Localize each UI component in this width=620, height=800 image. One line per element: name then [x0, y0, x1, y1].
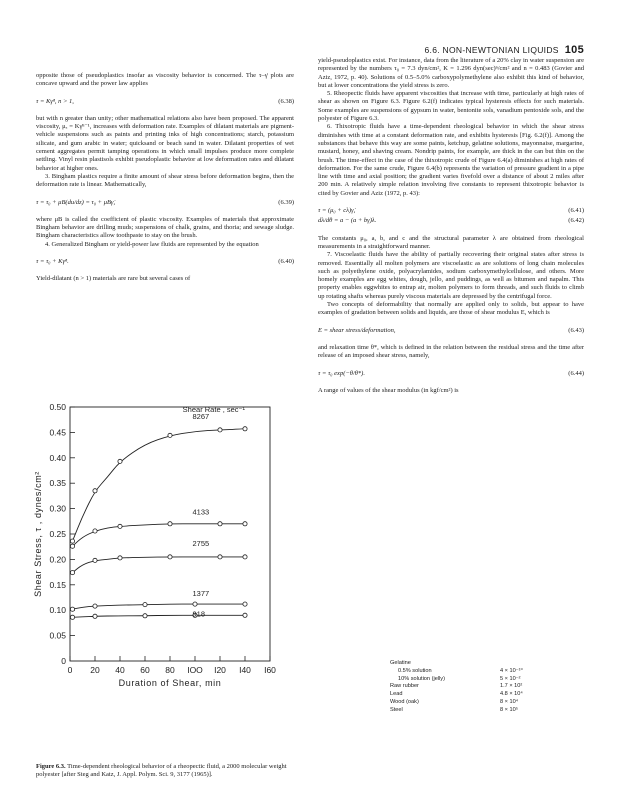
- x-axis-label: Duration of Shear, min: [118, 678, 222, 688]
- equation-6-43: [318, 327, 584, 335]
- series-line-918: [73, 615, 246, 617]
- modulus-value: [500, 660, 570, 668]
- equation-6-40: [36, 258, 294, 266]
- equation-6-41: [318, 207, 584, 215]
- material-name: Steel: [390, 706, 403, 713]
- data-point-2755: [118, 556, 122, 560]
- equation-expr: τ = τ₀ + Kγ̇ⁿ.: [36, 258, 69, 266]
- equation-expr: τ = Kγ̇ⁿ, n > 1,: [36, 97, 74, 105]
- caption-text: Time-dependent rheological behavior of a rheopectic fluid, a 2000 molecular weight polyester [after Steg and Katz, J. Appl. Polym. Sci. 9, 3177 (1965)].: [36, 763, 287, 779]
- y-tick-label: 0.30: [49, 503, 66, 514]
- equation-6-44: [318, 370, 584, 378]
- series-line-2755: [73, 557, 246, 573]
- paragraph: and relaxation time θ*, which is defined in the relation between the residual stress and the time after release of an imposed shear stress, namely,: [318, 343, 584, 360]
- y-tick-label: 0.25: [49, 529, 66, 539]
- data-point-4133: [118, 524, 122, 528]
- x-tick-label: 20: [90, 665, 100, 675]
- data-point-8267: [93, 489, 97, 493]
- data-point-8267: [118, 459, 122, 463]
- equation-expr: dλ/dθ = a − (a + bγ̇)λ.: [318, 217, 377, 225]
- modulus-value: 4 × 10⁻¹⁰: [500, 667, 523, 674]
- modulus-value: 1.7 × 10²: [500, 683, 523, 690]
- y-axis-label: Shear Stress, τ , dynes/cm²: [33, 471, 43, 597]
- paragraph: Yield-dilatant (n > 1) materials are rare but several cases of: [36, 275, 191, 283]
- paragraph: Two concepts of deformability that normally are applied only to solids, but appear to have examples of gradation between solids and liquids, are those of shear modulus E, which is: [318, 301, 584, 317]
- paragraph: 7. Viscoelastic fluids have the ability of partially recovering their original states after stress is removed. Essentially all molten polymers are viscoelastic as are solutions of long chain molecules such as polyethylene oxide, polyacrylamides, sodium carboxymethylcellulose, and others. More homely examples are egg whites, dough, jello, and puddings, as well as bitumen and napalm. This property enables eggwhites to entrap air, molten polymers to form threads, and such fluids to climb up rotating shafts whereas purely viscous materials are depressed by the centrifugal force.: [318, 251, 584, 300]
- data-point-4133: [243, 522, 247, 526]
- table-row: [390, 668, 570, 676]
- left-column: [36, 72, 294, 284]
- material-name: Lead: [390, 691, 403, 698]
- data-point-8267: [218, 428, 222, 432]
- y-tick-label: 0.20: [49, 554, 66, 565]
- series-label-8267: 8267: [192, 412, 210, 422]
- series-line-4133: [73, 524, 246, 549]
- equation-number: (6.41): [568, 207, 584, 215]
- material-name: 0.5% solution: [398, 667, 432, 674]
- page-number: 105: [564, 44, 584, 56]
- y-tick-label-zero: 0: [61, 656, 66, 666]
- equation-6-39: [36, 199, 294, 207]
- data-point-1377: [93, 604, 97, 608]
- series-label-2755: 2755: [192, 539, 210, 549]
- equation-number: (6.42): [568, 217, 584, 225]
- data-point-4133: [168, 522, 172, 526]
- y-tick-label: 0.45: [49, 427, 66, 438]
- equation-number: (6.38): [278, 97, 294, 105]
- data-point-1377: [70, 607, 74, 611]
- data-point-2755: [168, 555, 172, 559]
- paragraph: 4. Generalized Bingham or yield-power law fluids are represented by the equation: [45, 240, 259, 248]
- y-tick-label: 0.50: [49, 402, 66, 412]
- equation-number: (6.44): [568, 369, 584, 377]
- data-point-918: [93, 614, 97, 618]
- data-point-1377: [243, 602, 247, 606]
- equation-number: (6.43): [568, 326, 584, 334]
- x-tick-label: 0: [67, 665, 73, 675]
- modulus-value: 8 × 10⁴: [500, 698, 519, 705]
- paragraph: opposite those of pseudoplastics insofar as viscosity behavior is concerned. The τ–γ̇ plots are concave upward and the power law applies: [36, 72, 294, 88]
- table-row: [390, 691, 570, 699]
- x-tick-label: I60: [264, 665, 276, 675]
- y-tick-label: 0.15: [49, 579, 66, 590]
- equation-expr: E = shear stress/deformation,: [318, 326, 396, 334]
- modulus-value: 8 × 10⁵: [500, 706, 519, 713]
- data-point-4133: [70, 544, 74, 548]
- figure-6-3-chart: [32, 399, 282, 744]
- equation-number: (6.39): [278, 198, 294, 206]
- data-point-1377: [143, 603, 147, 607]
- y-tick-label: 0.05: [49, 630, 66, 641]
- table-row: [390, 707, 570, 715]
- plot-frame: [70, 407, 270, 661]
- x-tick-label: 60: [140, 665, 150, 675]
- data-point-8267: [243, 427, 247, 431]
- material-name: Raw rubber: [390, 683, 419, 690]
- table-row: [390, 660, 570, 668]
- series-label-1377: 1377: [192, 588, 210, 598]
- equation-expr: τ = τ₀ + μB(du/dz) = τ₀ + μBγ̇,: [36, 198, 116, 206]
- y-tick-label: 0.40: [49, 452, 66, 463]
- right-column: [318, 57, 584, 395]
- legend-title: Shear Rate , sec⁻¹: [182, 405, 245, 415]
- table-row: [390, 699, 570, 707]
- x-tick-label: I20: [214, 665, 226, 675]
- equation-number: (6.40): [278, 258, 294, 266]
- x-tick-label: 80: [165, 665, 175, 675]
- data-point-1377: [193, 602, 197, 606]
- modulus-value: 4.8 × 10⁴: [500, 691, 523, 698]
- header-title: 6.6. NON-NEWTONIAN LIQUIDS: [424, 45, 559, 55]
- y-tick-label: 0.10: [49, 605, 66, 616]
- series-label-4133: 4133: [192, 507, 210, 517]
- data-point-2755: [70, 571, 74, 575]
- material-name: 10% solution (jelly): [398, 675, 445, 682]
- data-point-918: [243, 613, 247, 617]
- data-point-918: [143, 614, 147, 618]
- modulus-value: 5 × 10⁻²: [500, 675, 521, 682]
- series-label-918: 918: [192, 609, 206, 619]
- x-tick-label: 40: [115, 665, 125, 675]
- paragraph: but with n greater than unity; other mathematical relations also have been proposed. The apparent viscosity, μₐ = Kγ̇ⁿ⁻¹, increases with deformation rate. Examples of dilatant materials are pigment-vehicle suspensions such as paints and printing inks of high concentrations; starch, potassium silicate, and gum arabic in water; quicksand or beach sand in water. Dilatant properties of wet cement aggregates permit tamping operations in which small impulses produce more complete settling. Vinyl resin plastisols exhibit pseudoplastic behavior at low deformation rates and dilatant behavior at higher ones.: [36, 114, 294, 172]
- paragraph: yield-pseudoplastics exist. For instance, data from the literature of a 20% clay in water suspension are represented by the numbers τ₀ = 7.3 dyn/cm², K = 1.296 dyn(sec)ⁿ/cm² and n = 0.483 (Govier and Aziz, 1972, p. 40). Solutions of 0.5–5.0% carboxypolymethylene also exhibit this kind of behavior, but at lower concentrations the yield stress is zero.: [318, 57, 584, 89]
- x-tick-label: I40: [239, 665, 251, 675]
- paragraph: The constants μ₀, a, b, and c and the structural parameter λ are obtained from rheological measurements in a straightforward manner.: [318, 234, 584, 250]
- x-tick-label: IOO: [187, 665, 203, 675]
- equation-expr: τ = (μ₀ + cλ)γ̇,: [318, 207, 356, 215]
- equation-expr: τ = τ₀ exp(−θ/θ*).: [318, 369, 365, 377]
- paragraph: 3. Bingham plastics require a finite amount of shear stress before deformation begins, then the deformation rate is linear. Mathematically,: [36, 172, 294, 189]
- paragraph: 6. Thixotropic fluids have a time-dependent rheological behavior in which the shear stress diminishes with time at a constant deformation rate, and exhibits hysteresis [Fig. 6.2(f)]. Among the substances that behave this way are some paints, ketchup, gelatine solutions, mayonnaise, margarine, mustard, honey, and shaving cream. Nondrip paints, for example, are thick in the can but thin on the brush. The time-effect in the case of the thixotropic crude of Figure 6.4(a) diminishes at high rates of deformation. For the same crude, Figure 6.4(b) represents the variation of pressure gradient in a pipe line with time and axial position; the gradient varies fivefold over a distance of about 2 miles after 200 min. A relatively simple relation involving five constants to represent thixotropic behavior is cited by Govier and Aziz (1972, p. 43):: [318, 123, 584, 197]
- data-point-4133: [93, 529, 97, 533]
- data-point-918: [70, 615, 74, 619]
- table-row: [390, 676, 570, 684]
- shear-modulus-table: [390, 660, 570, 715]
- data-point-8267: [70, 539, 74, 543]
- material-name: Wood (oak): [390, 698, 419, 705]
- material-name: Gelatine: [390, 660, 411, 666]
- data-point-2755: [93, 558, 97, 562]
- series-line-1377: [73, 604, 246, 609]
- equation-6-42: [318, 217, 584, 225]
- table-row: [390, 683, 570, 691]
- equation-6-38: [36, 98, 294, 106]
- paragraph: A range of values of the shear modulus (in kgf/cm²) is: [318, 386, 459, 394]
- data-point-4133: [218, 522, 222, 526]
- data-point-8267: [168, 433, 172, 437]
- paragraph: where μB is called the coefficient of plastic viscosity. Examples of materials that approximate Bingham behavior are drilling muds; suspensions of chalk, grains, and thoria; and sewage sludge. Bingham characteristics allow toothpaste to stay on the brush.: [36, 215, 294, 240]
- caption-label: Figure 6.3.: [36, 763, 66, 770]
- figure-caption: [36, 763, 294, 780]
- data-point-2755: [218, 555, 222, 559]
- data-point-2755: [243, 555, 247, 559]
- running-header: [318, 44, 584, 56]
- y-tick-label: 0.35: [49, 478, 66, 489]
- paragraph: 5. Rheopectic fluids have apparent viscosities that increase with time, particularly at high rates of shear as shown on Figure 6.3. Figure 6.2(f) indicates typical hysteresis effects for such materials. Some examples are suspensions of gypsum in water, bentonite sols, vanadium pentoxide sols, and the polyester of Figure 6.3.: [318, 90, 584, 123]
